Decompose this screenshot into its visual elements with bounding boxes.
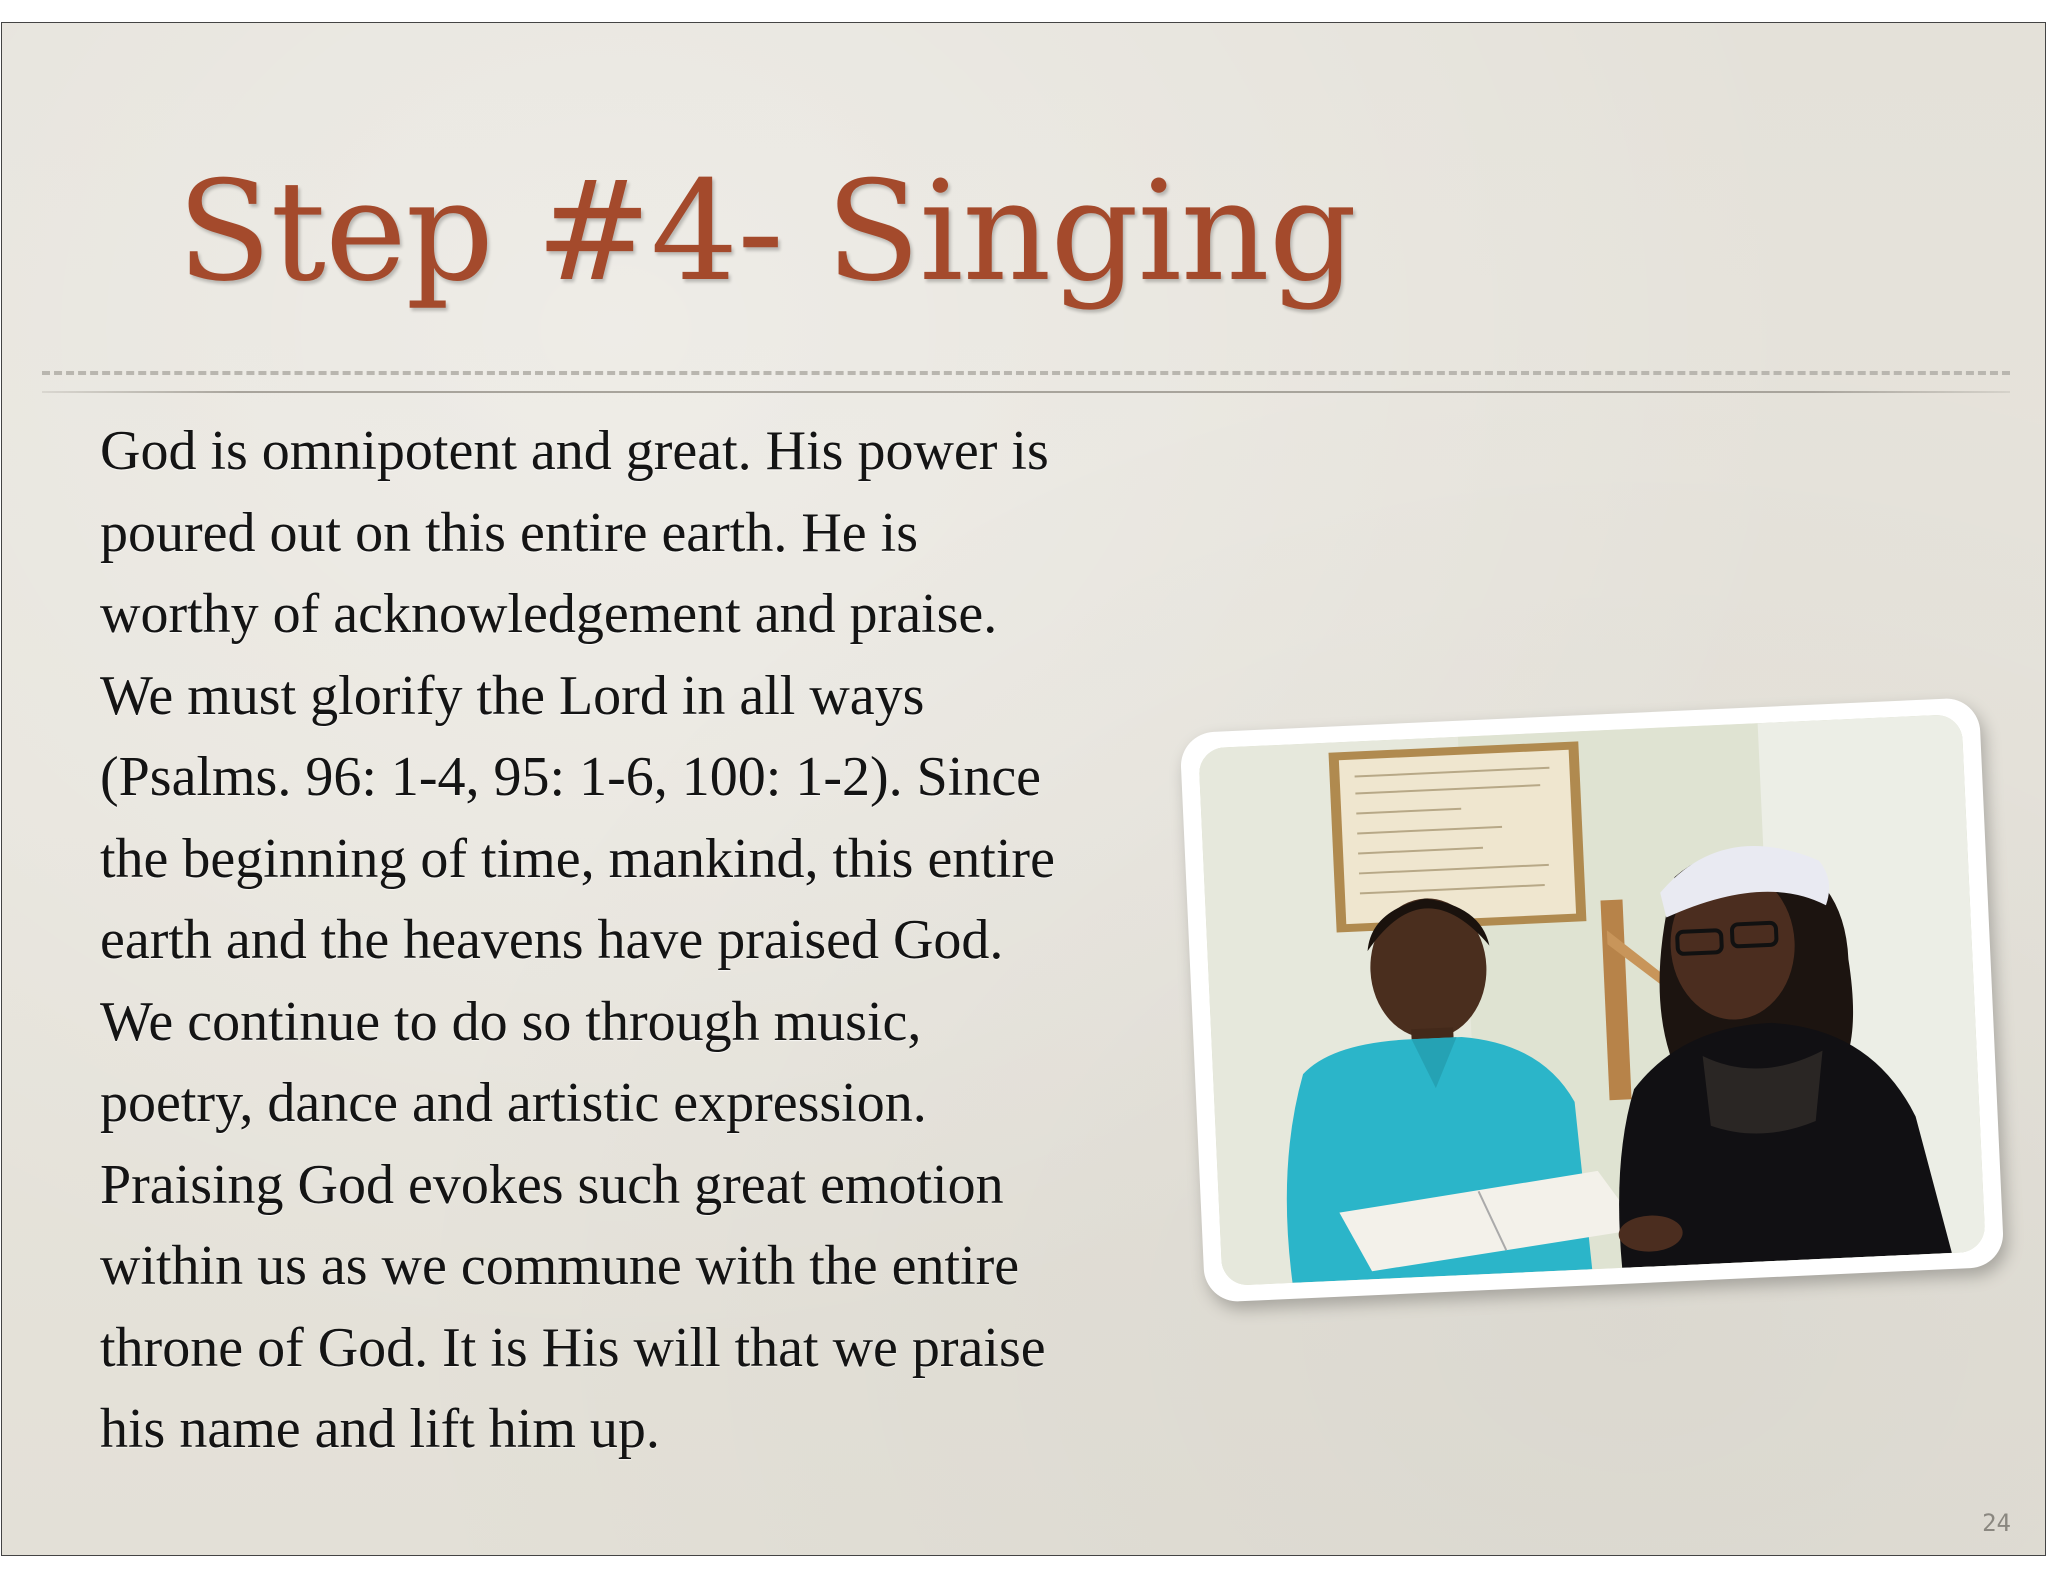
body-line: God is omnipotent and great. His power is [100, 420, 1049, 482]
body-line: worthy of acknowledgement and praise. [100, 583, 998, 645]
body-line: We continue to do so through music, [100, 990, 922, 1053]
slide [1, 22, 2046, 1556]
slide-number: 24 [1982, 1509, 2011, 1537]
photo-illustration [1198, 714, 1986, 1286]
body-text [100, 411, 1180, 1471]
slide-title: Step #4- Singing [177, 151, 1357, 312]
title-divider [42, 371, 2010, 379]
body-line: poetry, dance and artistic expression. [100, 1072, 927, 1134]
divider-solid-line [42, 391, 2010, 393]
body-line: throne of God. It is His will that we praise [100, 1316, 1046, 1379]
body-line: within us as we commune with the entire [100, 1235, 1020, 1297]
body-line: poured out on this entire earth. He is [100, 501, 919, 564]
body-line: the beginning of time, mankind, this entire [100, 827, 1055, 890]
photo-frame [1179, 697, 2004, 1303]
body-line: Praising God evokes such great emotion [100, 1153, 1004, 1216]
body-line: earth and the heavens have praised God. [100, 909, 1004, 971]
body-line: We must glorify the Lord in all ways [100, 664, 925, 727]
divider-dashed-line [42, 371, 2010, 375]
body-line: (Psalms. 96: 1-4, 95: 1-6, 100: 1-2). Since [100, 746, 1042, 808]
singing-photo [1198, 714, 1986, 1286]
body-line: his name and lift him up. [100, 1398, 660, 1460]
